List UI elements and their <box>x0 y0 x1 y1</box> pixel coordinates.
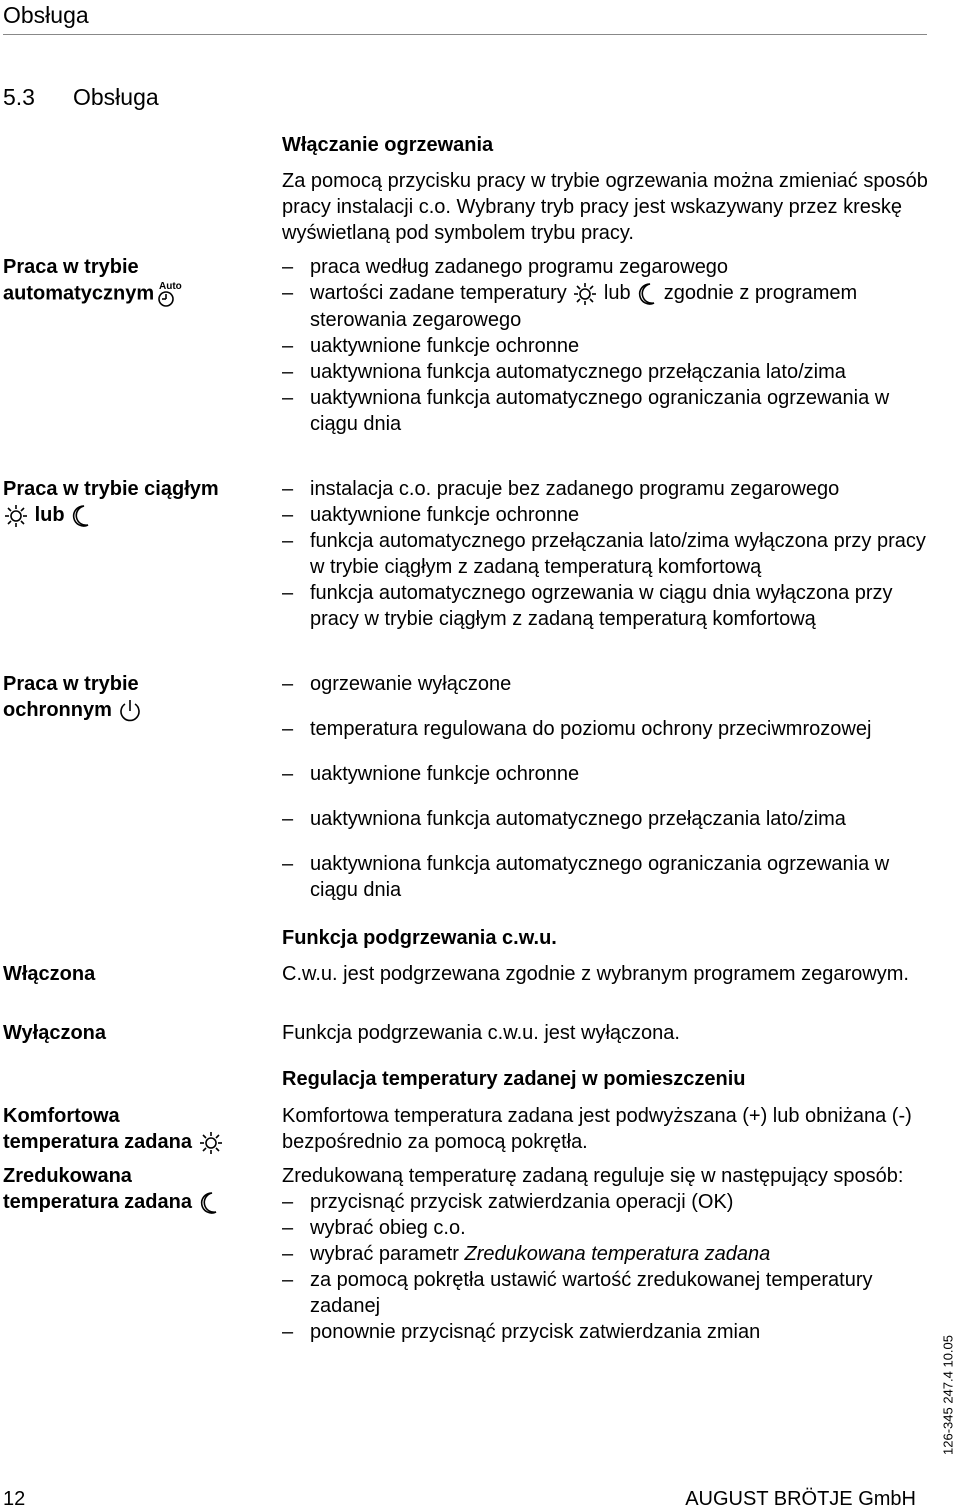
list-item: – uaktywniona funkcja automatycznego ograniczania ogrzewania w ciągu dnia <box>282 851 932 903</box>
list-item: – funkcja automatycznego przełączania lato/zima wyłączona przy pracy w trybie ciągłym z zadaną temperaturą komfortową <box>282 528 932 580</box>
continuous-mode-list <box>282 476 932 632</box>
protective-mode-list <box>282 671 932 922</box>
list-item: – za pomocą pokrętła ustawić wartość zredukowanej temperatury zadanej <box>282 1267 932 1319</box>
dhw-on-label: Włączona <box>3 963 96 985</box>
auto-mode-label-line2: automatycznym <box>3 282 155 305</box>
comfort-label-line2: temperatura zadana <box>3 1131 192 1153</box>
sun-icon <box>3 503 29 529</box>
list-item: – instalacja c.o. pracuje bez zadanego programu zegarowego <box>282 476 932 502</box>
list-item: – uaktywnione funkcje ochronne <box>282 761 932 787</box>
list-item: – ponownie przycisnąć przycisk zatwierdzania zmian <box>282 1319 932 1345</box>
intro-heading: Włączanie ogrzewania <box>282 134 494 156</box>
section-title <box>3 84 159 111</box>
continuous-mode-label-line1: Praca w trybie ciągłym <box>3 478 219 500</box>
auto-mode-label <box>3 254 182 308</box>
dhw-off-label: Wyłączona <box>3 1022 106 1044</box>
list-item: – wybrać obieg c.o. <box>282 1215 932 1241</box>
power-icon <box>117 698 143 724</box>
reduced-label <box>3 1163 220 1216</box>
list-item: – wartości zadane temperatury lub zgodnie z programem sterowania zegarowego <box>282 280 932 333</box>
continuous-mode-label-or: lub <box>34 504 65 526</box>
auto-mode-label-line1: Praca w trybie <box>3 256 139 278</box>
list-item: – temperatura regulowana do poziomu ochrony przeciwmrozowej <box>282 716 932 742</box>
protective-mode-label-line2: ochronnym <box>3 699 112 721</box>
continuous-mode-label <box>3 476 219 529</box>
dhw-off-text: Funkcja podgrzewania c.w.u. jest wyłączona. <box>282 1022 680 1044</box>
list-item: – funkcja automatycznego ogrzewania w ciągu dnia wyłączona przy pracy w trybie ciągłym z zadaną temperaturą komfortową <box>282 580 932 632</box>
list-item: – uaktywniona funkcja automatycznego przełączania lato/zima <box>282 359 932 385</box>
list-item: – wybrać parametr Zredukowana temperatura zadana <box>282 1241 932 1267</box>
page-header-title: Obsługa <box>3 2 89 28</box>
list-item: – przycisnąć przycisk zatwierdzania operacji (OK) <box>282 1189 932 1215</box>
sun-icon <box>572 281 598 307</box>
dhw-on-text: C.w.u. jest podgrzewana zgodnie z wybranym programem zegarowym. <box>282 963 909 985</box>
dhw-heading: Funkcja podgrzewania c.w.u. <box>282 927 557 949</box>
section-number: 5.3 <box>3 84 35 110</box>
reduced-label-line1: Zredukowana <box>3 1165 132 1187</box>
list-item: – ogrzewanie wyłączone <box>282 671 932 697</box>
protective-mode-label <box>3 671 143 724</box>
comfort-label-line1: Komfortowa <box>3 1105 120 1127</box>
header-divider <box>3 34 927 35</box>
list-item: – uaktywniona funkcja automatycznego przełączania lato/zima <box>282 806 932 832</box>
intro-text: Za pomocą przycisku pracy w trybie ogrzewania można zmieniać sposób pracy instalacji c.o. Wybrany tryb pracy jest wskazywany przez kreskę wyświetlaną pod symbolem trybu pracy. <box>282 170 928 244</box>
moon-icon <box>198 1190 220 1216</box>
list-item: – uaktywnione funkcje ochronne <box>282 333 932 359</box>
protective-mode-label-line1: Praca w trybie <box>3 673 139 695</box>
document-code: 126-345 247.4 10.05 <box>940 1335 956 1455</box>
list-item: – uaktywnione funkcje ochronne <box>282 502 932 528</box>
reduced-text: Zredukowaną temperaturę zadaną reguluje się w następujący sposób: <box>282 1165 904 1187</box>
comfort-label <box>3 1103 224 1156</box>
list-item: – praca według zadanego programu zegarowego <box>282 254 932 280</box>
company-name: AUGUST BRÖTJE GmbH <box>685 1488 916 1510</box>
sun-icon <box>198 1130 224 1156</box>
section-title-text: Obsługa <box>73 84 159 110</box>
reduced-label-line2: temperatura zadana <box>3 1191 192 1213</box>
list-item: – uaktywniona funkcja automatycznego ograniczania ogrzewania w ciągu dnia <box>282 385 932 437</box>
moon-icon <box>636 281 658 307</box>
page-number: 12 <box>3 1488 26 1510</box>
moon-icon <box>70 503 92 529</box>
comfort-text: Komfortowa temperatura zadana jest podwyższana (+) lub obniżana (-) bezpośrednio za pomocą pokrętła. <box>282 1105 912 1153</box>
auto-mode-list <box>282 254 932 437</box>
auto-icon-text: Auto <box>159 281 182 292</box>
intro-block <box>282 132 932 246</box>
room-temp-heading: Regulacja temperatury zadanej w pomieszczeniu <box>282 1068 746 1090</box>
auto-clock-icon <box>156 280 182 308</box>
reduced-block <box>282 1163 932 1345</box>
